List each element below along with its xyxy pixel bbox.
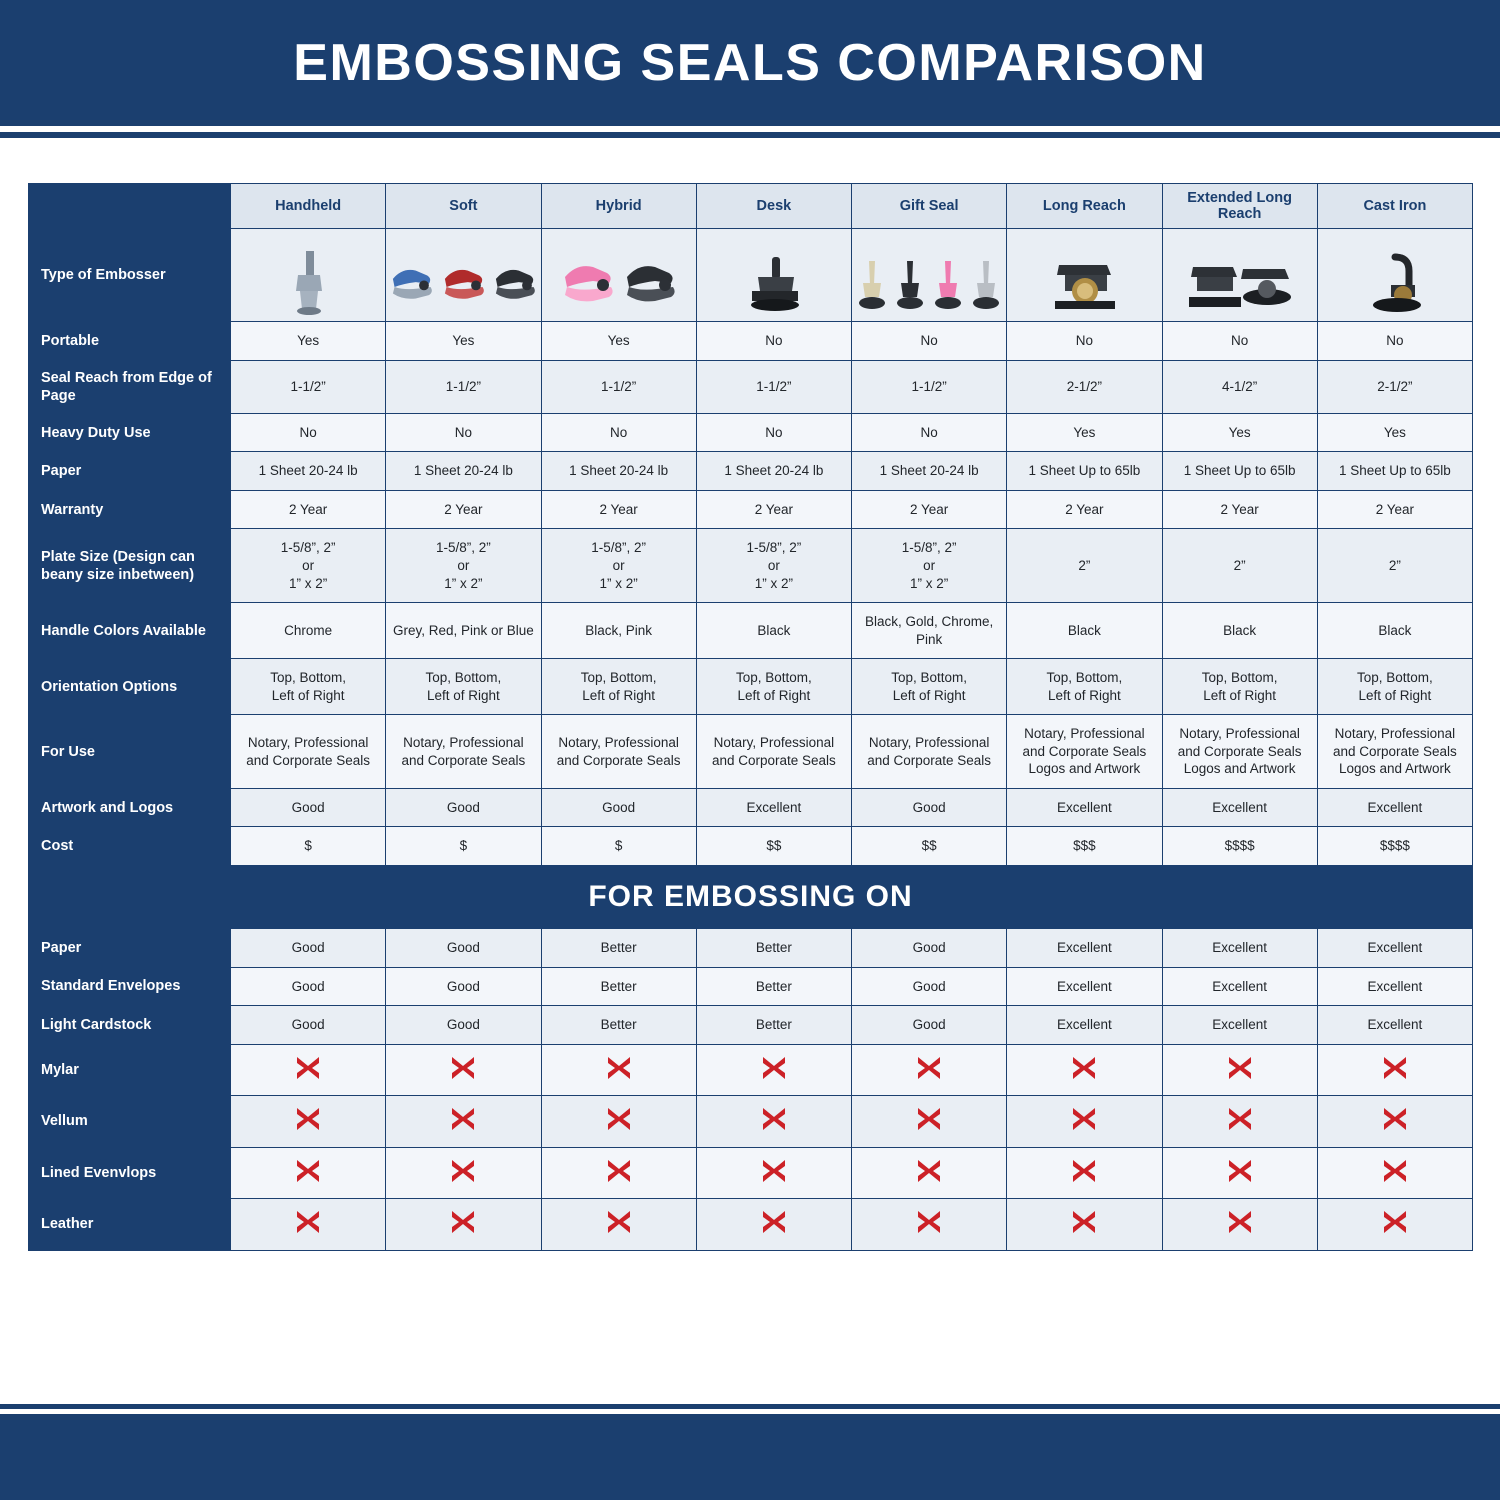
table-cell: 1-5/8”, 2” or 1” x 2” [231, 529, 386, 603]
not-supported-x-icon [231, 1199, 386, 1251]
table-cell: Better [696, 1006, 851, 1045]
x-icon [606, 1209, 632, 1235]
table-cell: Top, Bottom, Left of Right [696, 659, 851, 715]
table-cell: $ [541, 827, 696, 866]
row-label: Heavy Duty Use [29, 413, 231, 452]
row-label: Orientation Options [29, 659, 231, 715]
table-row [29, 322, 1473, 361]
not-supported-x-icon [1162, 1199, 1317, 1251]
table-cell: $$ [852, 827, 1007, 866]
not-supported-x-icon [1317, 1096, 1472, 1148]
not-supported-x-icon [1007, 1044, 1162, 1096]
table-row [29, 929, 1473, 968]
x-icon [295, 1055, 321, 1081]
table-cell: Good [386, 967, 541, 1006]
table-cell: No [1162, 322, 1317, 361]
table-cell: No [1317, 322, 1472, 361]
x-icon [1382, 1158, 1408, 1184]
table-cell: Yes [386, 322, 541, 361]
table-cell: Excellent [1007, 967, 1162, 1006]
table-cell: Good [386, 929, 541, 968]
table-cell: 1 Sheet 20-24 lb [852, 452, 1007, 491]
table-row [29, 229, 1473, 322]
table-cell: No [386, 413, 541, 452]
table-header-row [29, 184, 1473, 229]
table-cell: 2-1/2” [1007, 360, 1162, 413]
table-cell: 4-1/2” [1162, 360, 1317, 413]
table-cell: 2 Year [696, 490, 851, 529]
table-row [29, 1044, 1473, 1096]
table-cell: Excellent [1317, 967, 1472, 1006]
table-cell: Yes [231, 322, 386, 361]
table-cell: 1-1/2” [231, 360, 386, 413]
table-row [29, 360, 1473, 413]
table-row [29, 1147, 1473, 1199]
column-header-gift-seal: Gift Seal [852, 184, 1007, 229]
table-cell: Better [696, 929, 851, 968]
not-supported-x-icon [1162, 1096, 1317, 1148]
x-icon [450, 1055, 476, 1081]
table-cell: $$$$ [1162, 827, 1317, 866]
table-cell: Better [541, 967, 696, 1006]
table-cell: Excellent [1162, 967, 1317, 1006]
x-icon [1227, 1106, 1253, 1132]
table-cell: 2 Year [231, 490, 386, 529]
table-cell: No [852, 413, 1007, 452]
not-supported-x-icon [1007, 1199, 1162, 1251]
x-icon [1071, 1158, 1097, 1184]
table-row [29, 788, 1473, 827]
not-supported-x-icon [386, 1044, 541, 1096]
extended-long-reach-embosser-icon [1162, 229, 1317, 322]
table-cell: Excellent [696, 788, 851, 827]
column-header-handheld: Handheld [231, 184, 386, 229]
column-header-desk: Desk [696, 184, 851, 229]
table-cell: Black [696, 603, 851, 659]
handheld-embosser-icon-art [233, 233, 383, 317]
table-cell: Top, Bottom, Left of Right [852, 659, 1007, 715]
not-supported-x-icon [231, 1147, 386, 1199]
not-supported-x-icon [696, 1199, 851, 1251]
table-cell: 1-5/8”, 2” or 1” x 2” [541, 529, 696, 603]
not-supported-x-icon [541, 1199, 696, 1251]
table-cell: Black, Pink [541, 603, 696, 659]
not-supported-x-icon [1317, 1044, 1472, 1096]
table-cell: Top, Bottom, Left of Right [1007, 659, 1162, 715]
not-supported-x-icon [386, 1147, 541, 1199]
x-icon [916, 1106, 942, 1132]
column-header-hybrid: Hybrid [541, 184, 696, 229]
table-cell: Notary, Professional and Corporate Seals [541, 715, 696, 789]
table-cell: Notary, Professional and Corporate Seals [231, 715, 386, 789]
x-icon [916, 1158, 942, 1184]
x-icon [1227, 1158, 1253, 1184]
x-icon [761, 1055, 787, 1081]
table-cell: Excellent [1007, 1006, 1162, 1045]
table-row [29, 452, 1473, 491]
x-icon [1071, 1209, 1097, 1235]
table-cell: No [696, 322, 851, 361]
table-cell: $ [386, 827, 541, 866]
not-supported-x-icon [386, 1199, 541, 1251]
table-row [29, 413, 1473, 452]
row-label: Portable [29, 322, 231, 361]
table-cell: Good [852, 788, 1007, 827]
table-cell: Excellent [1317, 788, 1472, 827]
table-cell: Yes [1162, 413, 1317, 452]
row-label: Paper [29, 929, 231, 968]
x-icon [295, 1209, 321, 1235]
table-cell: 1 Sheet 20-24 lb [386, 452, 541, 491]
table-cell: Yes [1317, 413, 1472, 452]
page-footer [0, 1414, 1500, 1500]
x-icon [761, 1209, 787, 1235]
table-cell: Black [1007, 603, 1162, 659]
table-cell: Better [696, 967, 851, 1006]
table-cell: 1 Sheet Up to 65lb [1317, 452, 1472, 491]
table-cell: Yes [541, 322, 696, 361]
table-cell: No [1007, 322, 1162, 361]
x-icon [606, 1158, 632, 1184]
not-supported-x-icon [1162, 1044, 1317, 1096]
page-title: EMBOSSING SEALS COMPARISON [293, 34, 1207, 92]
not-supported-x-icon [1162, 1147, 1317, 1199]
table-cell: 1-1/2” [852, 360, 1007, 413]
gift-seal-embosser-icon [852, 229, 1007, 322]
table-cell: No [696, 413, 851, 452]
table-cell: 1-1/2” [386, 360, 541, 413]
table-cell: 1-1/2” [541, 360, 696, 413]
table-cell: Black, Gold, Chrome, Pink [852, 603, 1007, 659]
not-supported-x-icon [541, 1147, 696, 1199]
table-cell: Good [231, 929, 386, 968]
row-label: Type of Embosser [29, 229, 231, 322]
table-cell: Black [1162, 603, 1317, 659]
table-cell: 2 Year [541, 490, 696, 529]
x-icon [1382, 1106, 1408, 1132]
row-label: Warranty [29, 490, 231, 529]
row-label: Paper [29, 452, 231, 491]
x-icon [450, 1209, 476, 1235]
table-cell: No [231, 413, 386, 452]
table-cell: Chrome [231, 603, 386, 659]
table-cell: Good [386, 788, 541, 827]
table-cell: Top, Bottom, Left of Right [231, 659, 386, 715]
table-cell: Excellent [1007, 929, 1162, 968]
not-supported-x-icon [696, 1147, 851, 1199]
table-cell: Good [541, 788, 696, 827]
table-cell: Yes [1007, 413, 1162, 452]
not-supported-x-icon [1007, 1096, 1162, 1148]
table-cell: Black [1317, 603, 1472, 659]
row-label: Standard Envelopes [29, 967, 231, 1006]
table-row [29, 1199, 1473, 1251]
table-cell: $$$ [1007, 827, 1162, 866]
table-cell: Top, Bottom, Left of Right [1162, 659, 1317, 715]
x-icon [606, 1055, 632, 1081]
column-header-extended-long-reach: Extended Long Reach [1162, 184, 1317, 229]
table-cell: Notary, Professional and Corporate Seals [852, 715, 1007, 789]
x-icon [916, 1209, 942, 1235]
table-cell: Good [231, 788, 386, 827]
table-row [29, 1096, 1473, 1148]
not-supported-x-icon [852, 1147, 1007, 1199]
table-cell: Good [852, 929, 1007, 968]
soft-embosser-icon [386, 229, 541, 322]
cast-iron-embosser-icon-art [1320, 233, 1470, 317]
x-icon [295, 1106, 321, 1132]
section-banner-row [29, 866, 1473, 929]
table-cell: Notary, Professional and Corporate Seals Logos and Artwork [1317, 715, 1472, 789]
not-supported-x-icon [852, 1044, 1007, 1096]
table-cell: Good [852, 967, 1007, 1006]
x-icon [450, 1158, 476, 1184]
table-cell: Excellent [1162, 929, 1317, 968]
not-supported-x-icon [1007, 1147, 1162, 1199]
comparison-table-wrapper [28, 183, 1472, 1251]
comparison-table [28, 183, 1473, 1251]
not-supported-x-icon [852, 1096, 1007, 1148]
row-label: Vellum [29, 1096, 231, 1148]
table-cell: $$ [696, 827, 851, 866]
table-corner-cell [29, 184, 231, 229]
table-cell: Notary, Professional and Corporate Seals Logos and Artwork [1162, 715, 1317, 789]
x-icon [1382, 1055, 1408, 1081]
not-supported-x-icon [1317, 1147, 1472, 1199]
table-row [29, 603, 1473, 659]
table-cell: 2” [1007, 529, 1162, 603]
table-cell: Top, Bottom, Left of Right [1317, 659, 1472, 715]
table-cell: 1-5/8”, 2” or 1” x 2” [386, 529, 541, 603]
row-label: Seal Reach from Edge of Page [29, 360, 231, 413]
table-row [29, 529, 1473, 603]
long-reach-embosser-icon [1007, 229, 1162, 322]
table-cell: 1-1/2” [696, 360, 851, 413]
extended-long-reach-embosser-icon-art [1165, 233, 1315, 317]
table-row [29, 827, 1473, 866]
not-supported-x-icon [852, 1199, 1007, 1251]
table-cell: 2 Year [1162, 490, 1317, 529]
table-cell: 1 Sheet Up to 65lb [1162, 452, 1317, 491]
table-cell: 1-5/8”, 2” or 1” x 2” [696, 529, 851, 603]
not-supported-x-icon [541, 1044, 696, 1096]
table-cell: No [541, 413, 696, 452]
table-cell: Better [541, 929, 696, 968]
table-cell: 2 Year [386, 490, 541, 529]
row-label: Handle Colors Available [29, 603, 231, 659]
table-cell: $ [231, 827, 386, 866]
page-header [0, 0, 1500, 126]
x-icon [1071, 1055, 1097, 1081]
hybrid-embosser-icon-art [544, 233, 694, 317]
row-label: For Use [29, 715, 231, 789]
table-cell: Better [541, 1006, 696, 1045]
table-row [29, 967, 1473, 1006]
table-cell: Excellent [1317, 1006, 1472, 1045]
row-label: Leather [29, 1199, 231, 1251]
x-icon [295, 1158, 321, 1184]
x-icon [761, 1106, 787, 1132]
desk-embosser-icon [696, 229, 851, 322]
table-cell: Grey, Red, Pink or Blue [386, 603, 541, 659]
table-row [29, 659, 1473, 715]
table-cell: 1 Sheet 20-24 lb [696, 452, 851, 491]
x-icon [1071, 1106, 1097, 1132]
row-label: Lined Evenvlops [29, 1147, 231, 1199]
row-label: Cost [29, 827, 231, 866]
table-row [29, 1006, 1473, 1045]
table-cell: Good [852, 1006, 1007, 1045]
table-cell: 2” [1317, 529, 1472, 603]
table-cell: Excellent [1162, 1006, 1317, 1045]
x-icon [916, 1055, 942, 1081]
column-header-long-reach: Long Reach [1007, 184, 1162, 229]
table-cell: 2 Year [1007, 490, 1162, 529]
table-cell: 2-1/2” [1317, 360, 1472, 413]
table-cell: 1 Sheet 20-24 lb [541, 452, 696, 491]
handheld-embosser-icon [231, 229, 386, 322]
table-row [29, 715, 1473, 789]
not-supported-x-icon [386, 1096, 541, 1148]
table-cell: $$$$ [1317, 827, 1472, 866]
x-icon [450, 1106, 476, 1132]
column-header-cast-iron: Cast Iron [1317, 184, 1472, 229]
x-icon [1227, 1055, 1253, 1081]
row-label: Light Cardstock [29, 1006, 231, 1045]
table-cell: Top, Bottom, Left of Right [541, 659, 696, 715]
header-divider-blue [0, 132, 1500, 138]
row-label: Artwork and Logos [29, 788, 231, 827]
cast-iron-embosser-icon [1317, 229, 1472, 322]
table-cell: Excellent [1317, 929, 1472, 968]
row-label: Plate Size (Design can beany size inbetween) [29, 529, 231, 603]
table-cell: Notary, Professional and Corporate Seals [386, 715, 541, 789]
x-icon [1227, 1209, 1253, 1235]
gift-seal-embosser-icon-art [854, 233, 1004, 317]
table-cell: Excellent [1162, 788, 1317, 827]
table-cell: 2 Year [852, 490, 1007, 529]
desk-embosser-icon-art [699, 233, 849, 317]
not-supported-x-icon [696, 1044, 851, 1096]
table-row [29, 490, 1473, 529]
table-cell: 2” [1162, 529, 1317, 603]
column-header-soft: Soft [386, 184, 541, 229]
table-cell: 1 Sheet Up to 65lb [1007, 452, 1162, 491]
table-cell: Good [231, 967, 386, 1006]
not-supported-x-icon [696, 1096, 851, 1148]
not-supported-x-icon [231, 1044, 386, 1096]
table-cell: Notary, Professional and Corporate Seals Logos and Artwork [1007, 715, 1162, 789]
long-reach-embosser-icon-art [1009, 233, 1159, 317]
table-cell: Excellent [1007, 788, 1162, 827]
row-label: Mylar [29, 1044, 231, 1096]
table-cell: 1 Sheet 20-24 lb [231, 452, 386, 491]
x-icon [1382, 1209, 1408, 1235]
table-cell: 1-5/8”, 2” or 1” x 2” [852, 529, 1007, 603]
table-cell: No [852, 322, 1007, 361]
table-cell: Good [231, 1006, 386, 1045]
table-cell: 2 Year [1317, 490, 1472, 529]
not-supported-x-icon [541, 1096, 696, 1148]
x-icon [606, 1106, 632, 1132]
table-cell: Notary, Professional and Corporate Seals [696, 715, 851, 789]
table-cell: Good [386, 1006, 541, 1045]
soft-embosser-icon-art [388, 233, 538, 317]
table-cell: Top, Bottom, Left of Right [386, 659, 541, 715]
hybrid-embosser-icon [541, 229, 696, 322]
section-banner: FOR EMBOSSING ON [29, 866, 1473, 929]
not-supported-x-icon [1317, 1199, 1472, 1251]
not-supported-x-icon [231, 1096, 386, 1148]
x-icon [761, 1158, 787, 1184]
